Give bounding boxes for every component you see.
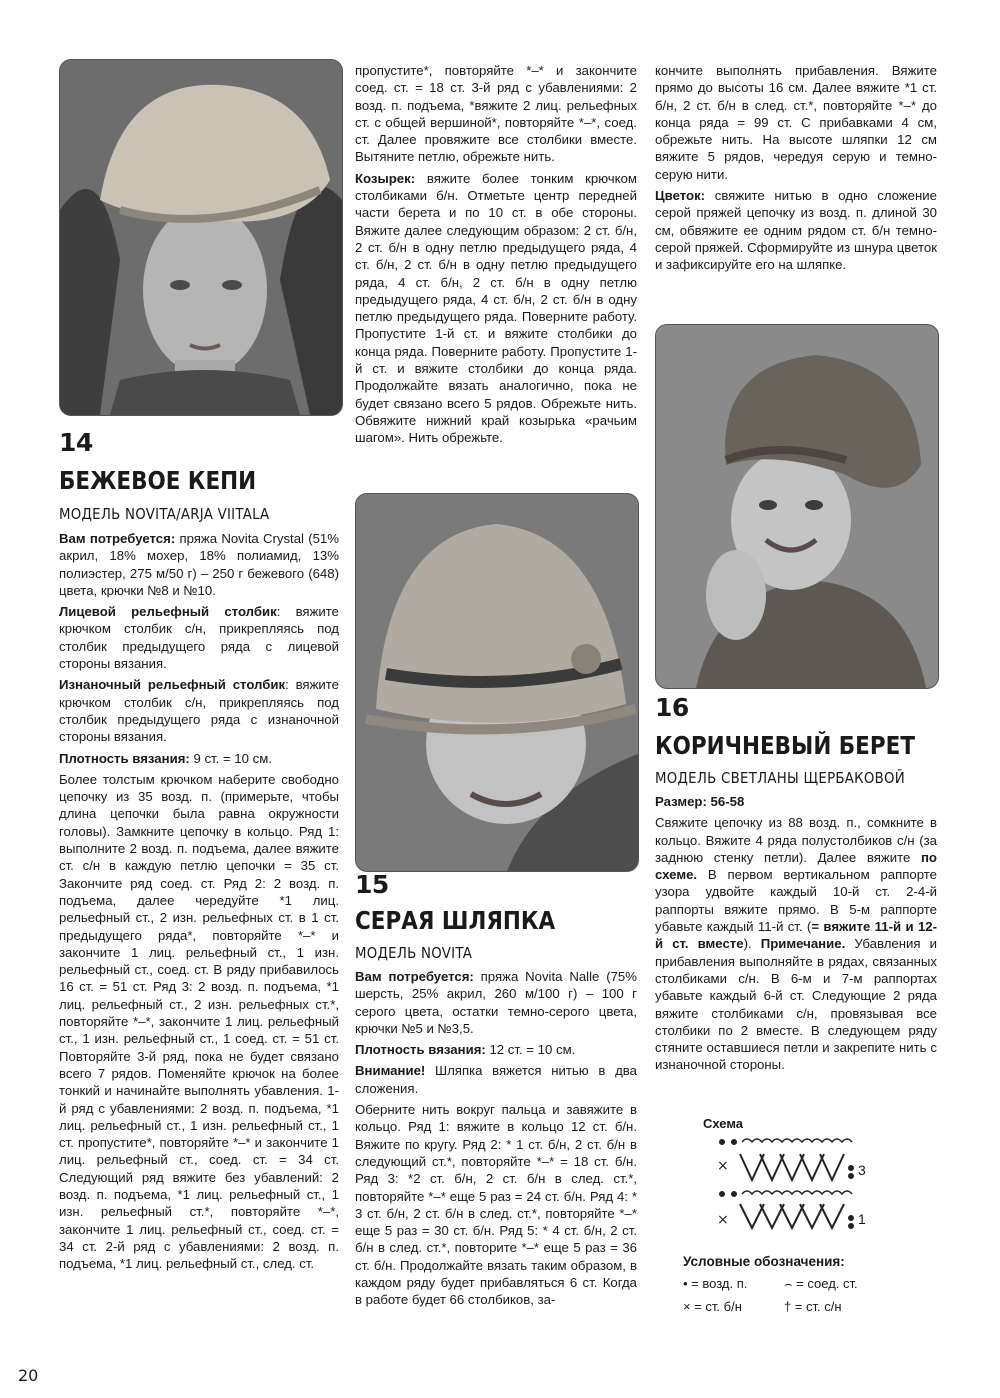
beret-text-e: ). bbox=[743, 936, 761, 952]
visor-text: вяжите более тонким крючком столбиками б/н. Отметьте центр передней части берета и по 10 ст. в обе стороны. Вяжите далее следующим образом: 2 ст. б/н, 2 ст. б/н в одну петлю предыдущего ряда, 4 ст. б/н, 2 ст. б/н в одну петлю предыдущего ряда, 4 ст. б/н, 2 ст. б/н в одну петлю предыдущего ряда, 4 ст. б/н, 2 ст. б/н в одну петлю предыдущего ряда. Поверните работу. Пропустите 1-й ст. и вяжите столбики до конца ряда. Поверните работу. Пропустите 1-й ст. и вяжите столбики до конца ряда. Продолжайте вязать аналогично, пока не будет связано всего 5 рядов. Обрежьте нить. Обвяжите нижний край козырька «рачьим шагом». Нить обрежьте. bbox=[355, 170, 637, 446]
size-paragraph bbox=[655, 793, 937, 810]
photo-beige-cap bbox=[59, 59, 343, 416]
hat-materials-label: Вам потребуется: bbox=[355, 969, 474, 984]
visor-label: Козырек: bbox=[355, 170, 416, 186]
legend-item-double-crochet: † = ст. с/н bbox=[784, 1299, 842, 1314]
beige-cap-illustration bbox=[60, 60, 342, 415]
pattern-15-model: МОДЕЛЬ NOVITA bbox=[355, 944, 473, 962]
pattern-16-number: 16 bbox=[655, 693, 689, 722]
hat-instructions-paragraph: Оберните нить вокруг пальца и завяжите в кольцо. Ряд 1: вяжите в кольцо 12 ст. б/н. Вяжите по кругу. Ряд 2: * 1 ст. б/н, 2 ст. б/н в следующий ст.*, повторяйте *–* = 18 ст. б/н. Ряд 3: *2 ст. б/н, 2 ст. б/н в след. ст.*, повторяйте *–* еще 5 раз = 24 ст. б/н. Ряд 4: * 3 ст. б/н, 2 ст. б/н в след. ст.*, повторяйте *–* еще 5 раз = 30 ст. б/н. Ряд 5: * 4 ст. б/н, 2 ст. б/н в след. ст.*, повторите *–* еще 5 раз = 36 ст. б/н. Продолжайте вязать таким образом, в каждом ряду будет прибавляться 6 ст. Когда в работе будет 66 столбиков, за- bbox=[355, 1102, 637, 1308]
beret-text-a: Свяжите цепочку из 88 возд. п., сомкните в кольцо. Вяжите 4 ряда полустолбиков с/н (за заднюю стенку петли). Далее вяжите bbox=[655, 815, 937, 865]
photo-grey-hat bbox=[355, 493, 639, 872]
hat-attention-label: Внимание! bbox=[355, 1063, 426, 1079]
hat-materials-text: пряжа Novita Nalle (75% шерсть, 25% акрил, 260 м/100 г) – 100 г серого цвета, остатки темно-серого цвета, крючки №5 и №3,5. bbox=[355, 969, 637, 1036]
beret-text-c: В первом вертикальном раппорте узора удвойте каждый 10-й ст. 2-4-й раппорты вяжите прямо. В 5-м раппорте убавьте каждый 11-й ст. ( bbox=[655, 867, 937, 935]
pattern-16-body bbox=[655, 793, 937, 1078]
hat-gauge-text: 12 ст. = 10 см. bbox=[485, 1042, 576, 1058]
back-post-text: : вяжите крючком столбик с/н, прикрепляясь под столбик предыдущего ряда с изнаночной стороны вязания. bbox=[59, 677, 339, 745]
scheme-row-1-label: 1 bbox=[858, 1211, 866, 1227]
pattern-15-title: СЕРАЯ ШЛЯПКА bbox=[355, 906, 556, 935]
hat-gauge-paragraph bbox=[355, 1041, 637, 1058]
pattern-14-title: БЕЖЕВОЕ КЕПИ bbox=[59, 466, 257, 495]
front-post-text: : вяжите крючком столбик с/н, прикрепляясь под столбик предыдущего ряда с лицевой стороны вязания. bbox=[59, 604, 339, 672]
pattern-14-model: МОДЕЛЬ NOVITA/ARJA VIITALA bbox=[59, 505, 270, 523]
materials-paragraph bbox=[59, 530, 339, 599]
photo-brown-beret bbox=[655, 324, 939, 689]
svg-text:×: × bbox=[717, 1158, 729, 1174]
materials-label: Вам потребуется: bbox=[59, 531, 176, 546]
gauge-text: 9 ст. = 10 см. bbox=[189, 750, 272, 766]
pattern-14-continuation bbox=[355, 62, 637, 451]
pattern-15-continuation bbox=[655, 62, 937, 278]
gauge-paragraph bbox=[59, 750, 339, 767]
svg-text:×: × bbox=[717, 1212, 729, 1228]
hat-materials-paragraph bbox=[355, 968, 637, 1037]
instructions-paragraph: Более толстым крючком наберите свободно цепочку из 35 возд. п. (примерьте, чтобы длина цепочки была равна окружности головы). Замкните цепочку в кольцо. Ряд 1: выполните 2 возд. п. подъема, далее вяжите ст. с/н в каждую петлю цепочки = 35 ст. Закончите ряд соед. ст. Ряд 2: 2 возд. п. подъема, далее чередуйте *1 лиц. рельефный ст., 2 изн. рельефных ст. в 1 ст. предыдущего ряда*, повторяйте *–* и закончите 1 лиц. рельефный ст., 1 изн. рельефный ст., соед. ст. В ряду прибавилось 16 ст. = 51 ст. Ряд 3: 2 возд. п. подъема, *1 лиц. рельефный ст., 2 изн. рельефных ст.*, повторяйте *–*, закончите 1 лиц. рельефный ст., 1 изн. рельефный ст., 1 соед. ст. = 51 ст. Повторяйте 3-й ряд, пока не будет связано всего 7 рядов. Поменяйте крючок на более тонкий и начинайте выполнять убавления. 1-й ряд с убавлениями: 2 возд. п. подъема, *1 лиц. рельефный ст., 1 изн. рельефный ст., 1 ст. пропустите*, повторяйте *–* и закончите 1 лиц. рельефный ст., соед. ст. = 34 ст. Следующий ряд вяжите без убавлений: 2 возд. п. подъема, *1 лиц. рельефный ст., 1 изн. рельефный ст.*, повторяйте *–*, закончите 1 лиц. рельефный ст., соед. ст. = 34 ст. 2-й ряд с убавлениями: 2 возд. п. подъема, *1 лиц. рельефный ст., след. ст. bbox=[59, 771, 339, 1272]
size-value: 56-58 bbox=[706, 794, 745, 809]
beret-text-f: Примечание. bbox=[760, 936, 846, 952]
materials-text: пряжа Novita Crystal (51% акрил, 18% мохер, 18% полиамид, 13% полиэстер, 275 м/50 г) – 250 г бежевого (648) цвета, крючки №8 и №10. bbox=[59, 531, 339, 598]
page-number: 20 bbox=[18, 1366, 39, 1385]
pattern-14-body bbox=[59, 530, 339, 1276]
continuation-paragraph: пропустите*, повторяйте *–* и закончите соед. ст. = 18 ст. 3-й ряд с убавлениями: 2 возд. п. подъема, *вяжите 2 лиц. рельефных ст. с общей вершиной*, повторяйте *–*, соед. ст. Далее провяжите все столбики вместе. Вытяните петлю, обрежьте нить. bbox=[355, 63, 637, 165]
legend-title: Условные обозначения: bbox=[683, 1254, 845, 1269]
pattern-16-model: МОДЕЛЬ СВЕТЛАНЫ ЩЕРБАКОВОЙ bbox=[655, 769, 906, 787]
size-label: Размер: bbox=[655, 794, 707, 809]
beret-text-d: = вяжите 11-й и 12-й ст. вместе bbox=[655, 919, 938, 952]
pattern-14-number: 14 bbox=[59, 428, 93, 457]
hat-gauge-label: Плотность вязания: bbox=[355, 1042, 486, 1058]
flower-label: Цветок: bbox=[655, 188, 706, 204]
pattern-15-body bbox=[355, 968, 637, 1313]
beret-instructions-paragraph bbox=[655, 814, 937, 1073]
pattern-16-title: КОРИЧНЕВЫЙ БЕРЕТ bbox=[655, 731, 915, 760]
grey-hat-illustration bbox=[356, 494, 638, 871]
flower-text: свяжите нитью в одно сложение серой пряжей цепочку из возд. п. длиной 30 см, обвяжите ее одним рядом ст. б/н темно-серой пряжей. Сформируйте из шнура цветок и зафиксируйте его на шляпке. bbox=[655, 188, 937, 273]
gauge-label: Плотность вязания: bbox=[59, 750, 190, 766]
beret-text-g: Убавления и прибавления выполняйте в рядах, связанных столбиками с/н. В 6-м и 7-м раппортах убавьте каждый 6-й ст. Следующие 2 ряда вяжите столбиками с/н, провязывая все столбики по 2 вместе. В следующем ряду стяните оставшиеся петли и закрепите нить с изнаночной стороны. bbox=[655, 936, 937, 1073]
hat-attention-paragraph bbox=[355, 1062, 637, 1097]
front-post-label: Лицевой рельефный столбик bbox=[59, 604, 277, 620]
front-post-paragraph bbox=[59, 603, 339, 672]
back-post-label: Изнаночный рельефный столбик bbox=[59, 677, 286, 693]
hat-continuation-paragraph: кончите выполнять прибавления. Вяжите прямо до высоты 16 см. Далее вяжите *1 ст. б/н, 2 ст. б/н в след. ст.*, повторяйте *–* до конца ряда = 99 ст. С прибавками 4 см, обрежьте нить. На высоте шляпки 12 см вяжите 5 рядов, чередуя серую и темно-серую нити. bbox=[655, 63, 937, 182]
scheme-row-3-label: 3 bbox=[858, 1162, 866, 1178]
crochet-scheme-diagram bbox=[712, 1132, 872, 1230]
scheme-title: Схема bbox=[703, 1116, 744, 1131]
back-post-paragraph bbox=[59, 676, 339, 745]
hat-attention-text: Шляпка вяжется нитью в два сложения. bbox=[355, 1063, 637, 1096]
legend-item-slip-stitch: ⌢ = соед. ст. bbox=[784, 1276, 858, 1291]
pattern-15-number: 15 bbox=[355, 870, 389, 899]
legend-item-single-crochet: × = ст. б/н bbox=[683, 1299, 742, 1314]
flower-paragraph bbox=[655, 187, 937, 273]
visor-paragraph bbox=[355, 170, 637, 447]
brown-beret-illustration bbox=[656, 325, 938, 688]
beret-text-b: по схеме. bbox=[655, 849, 937, 883]
legend-item-chain: • = возд. п. bbox=[683, 1276, 748, 1291]
